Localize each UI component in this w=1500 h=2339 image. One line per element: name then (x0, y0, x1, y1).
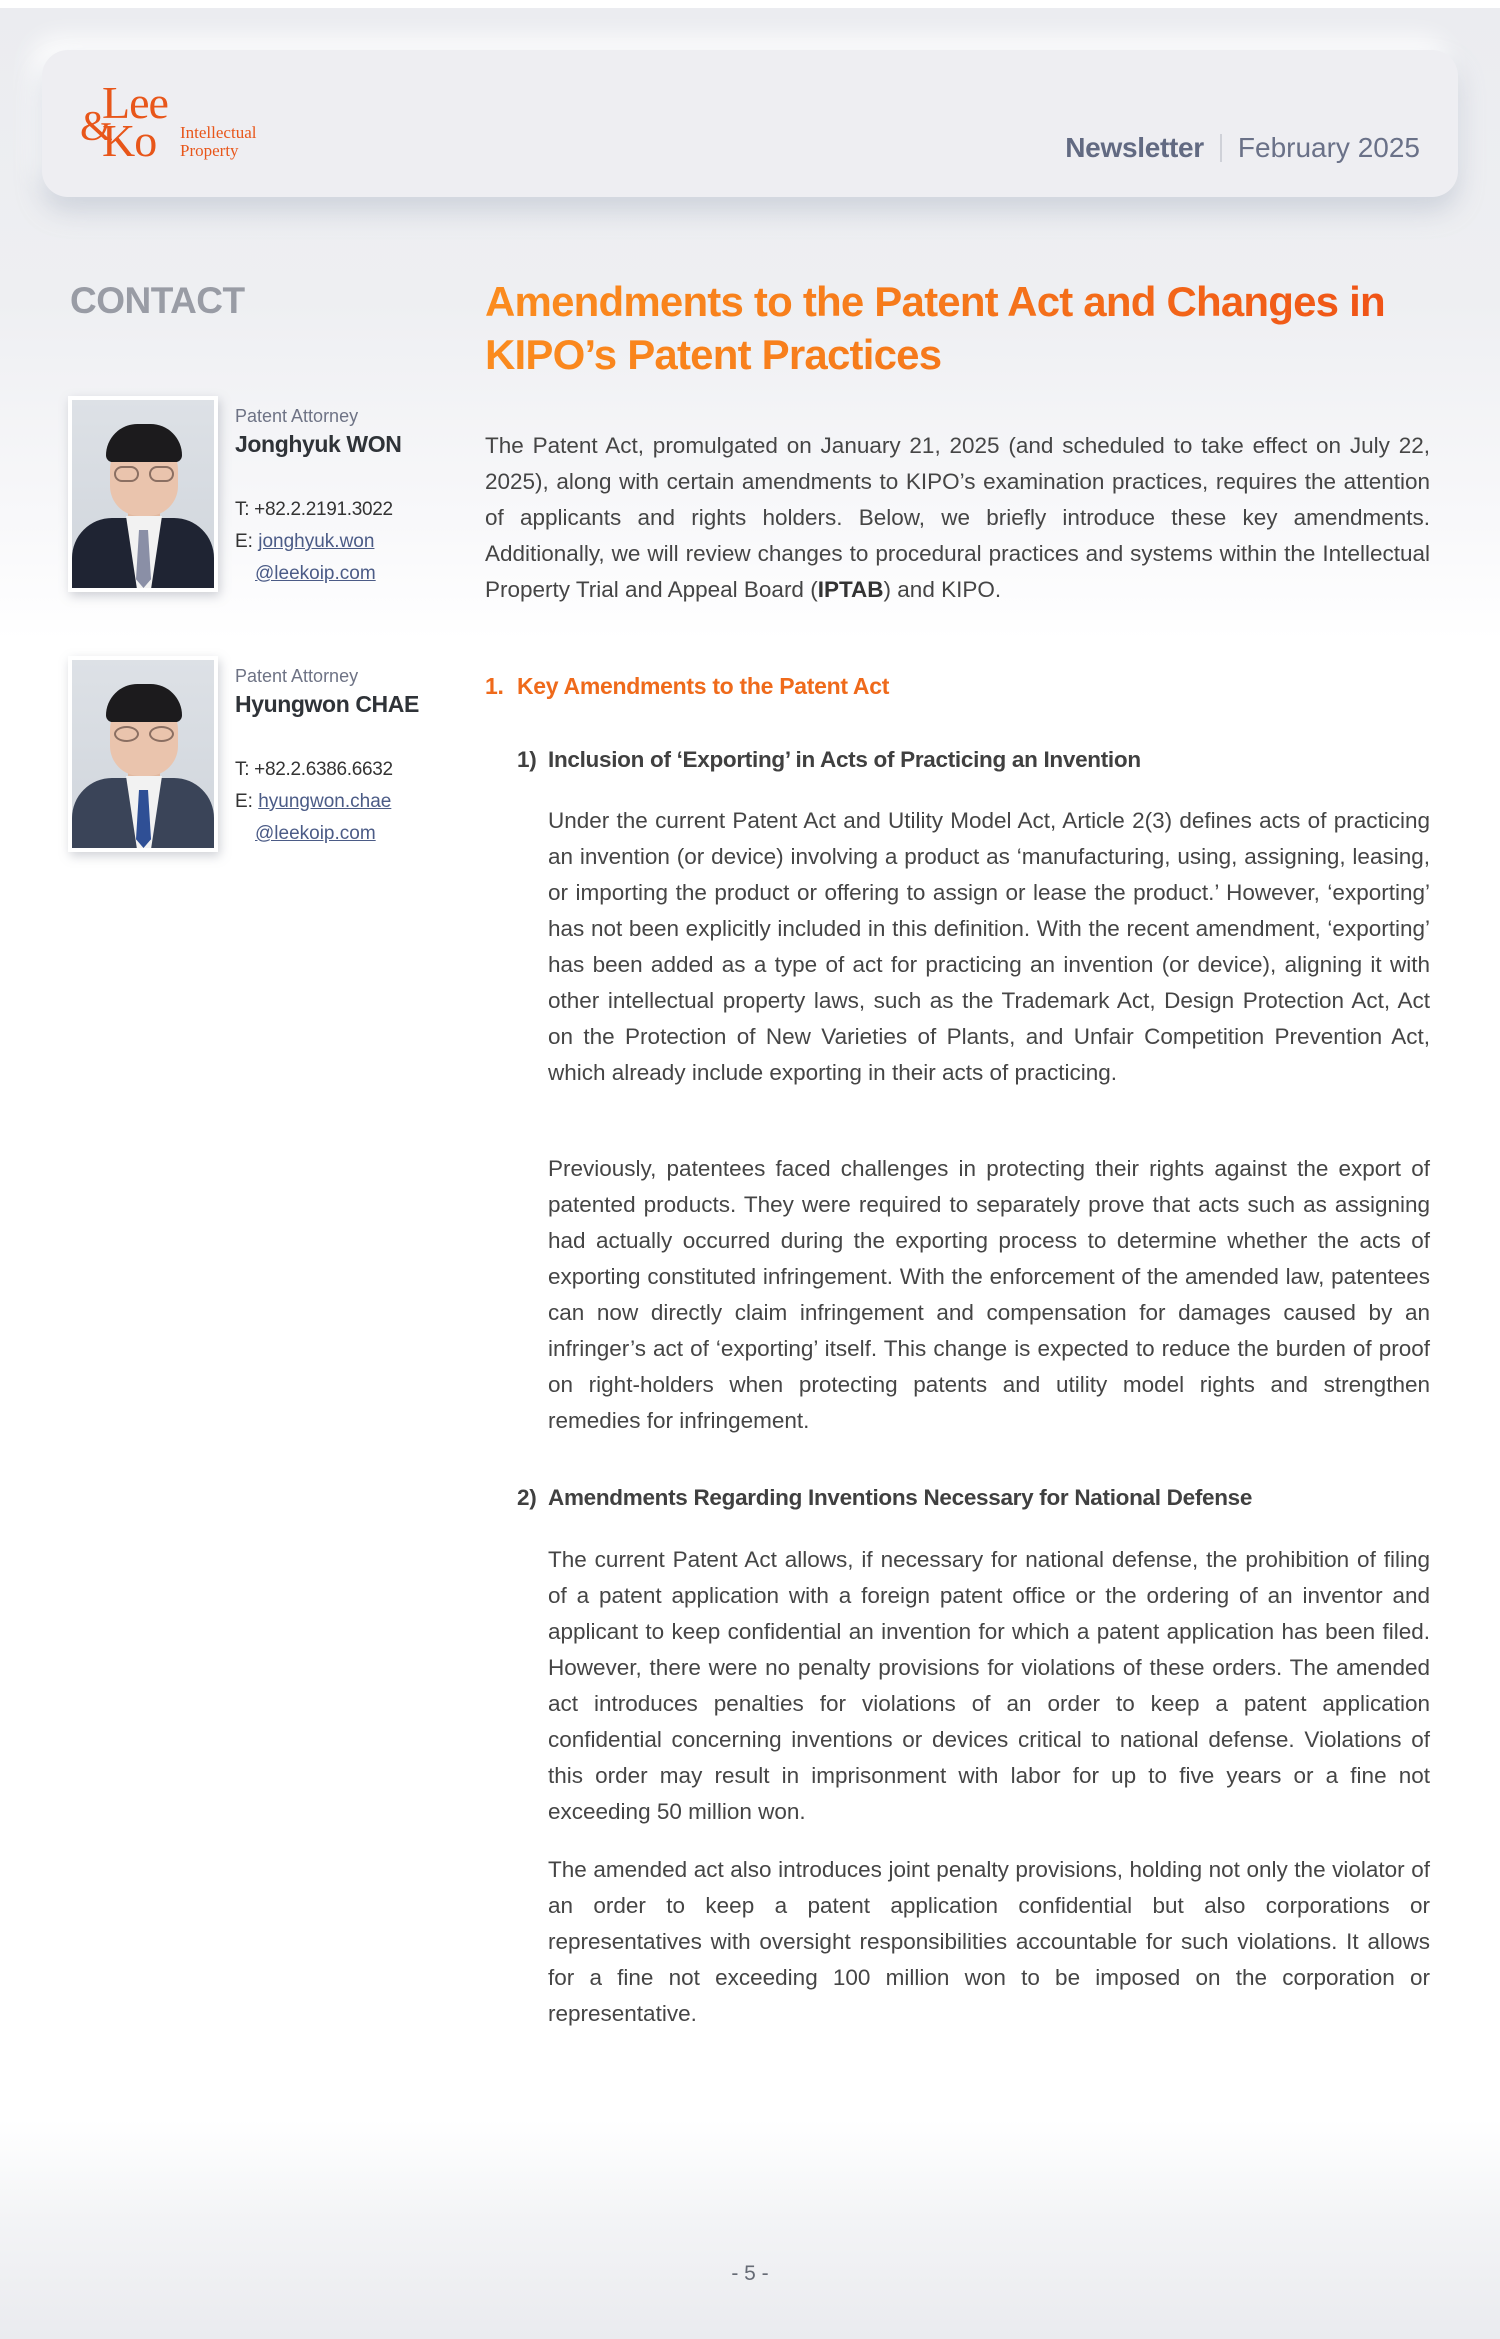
contact-email-line1 (235, 791, 391, 813)
portrait-photo (72, 400, 214, 588)
intro-text-end: ) and KIPO. (883, 577, 1002, 602)
contact-card (68, 396, 468, 596)
portrait-photo (72, 660, 214, 848)
intro-paragraph (485, 428, 1430, 608)
subsection-title: Amendments Regarding Inventions Necessary for National Defense (548, 1485, 1253, 1510)
email-link-domain[interactable]: @leekoip.com (255, 563, 376, 584)
logo-lee: Lee (102, 77, 168, 128)
body-paragraph: The current Patent Act allows, if necessary for national defense, the prohibition of filing of a patent application with a foreign patent office or the ordering of an inventor and applicant to keep confidential an invention for which a patent application has been filed. However, there were no penalty provisions for violations of these orders. The amended act introduces penalties for violations of an order to keep a patent application confidential concerning inventions or devices critical to national defense. Violations of this order may result in imprisonment with labor for up to five years or a fine not exceeding 50 million won. (548, 1547, 1430, 1824)
contact-email-line1 (235, 531, 374, 553)
email-link[interactable]: jonghyuk.won (258, 531, 375, 552)
contact-heading: CONTACT (70, 280, 245, 321)
issue-info (1065, 130, 1420, 166)
avatar (68, 396, 218, 592)
section-title: Key Amendments to the Patent Act (517, 673, 890, 699)
subsection-heading (517, 747, 1141, 773)
email-prefix: E: (235, 791, 259, 812)
email-prefix: E: (235, 531, 259, 552)
body-paragraph: The amended act also introduces joint penalty provisions, holding not only the violator of an order to keep a patent application confidential but also corporations or representatives with oversight responsibilities accountable for such violations. It allows for a fine not exceeding 100 million won to be imposed on the corporation or representative. (548, 1857, 1430, 2026)
avatar (68, 656, 218, 852)
subsection-number: 2) (517, 1485, 537, 1510)
logo-subtitle (180, 124, 256, 160)
body-paragraph: Previously, patentees faced challenges in protecting their rights against the export of patented products. They were required to separately prove that acts such as assigning had actually occurred during the exporting process to determine whether the acts of exporting constituted infringement. With the enforcement of the amended law, patentees can now directly claim infringement and compensation for damages caused by an infringer’s act of ‘exporting’ itself. This change is expected to reduce the burden of proof on right-holders when protecting patents and utility model rights and strengthen remedies for infringement. (548, 1156, 1430, 1433)
contact-phone: T: +82.2.6386.6632 (235, 759, 393, 780)
publication-label: Newsletter (1065, 132, 1204, 163)
logo-ampersand: & (80, 104, 113, 150)
intro-bold-acronym: IPTAB (817, 577, 884, 602)
issue-date: February 2025 (1237, 132, 1420, 163)
email-link[interactable]: hyungwon.chae (258, 791, 392, 812)
body-paragraph: Under the current Patent Act and Utility Model Act, Article 2(3) defines acts of practicing an invention (or device) involving a product as ‘manufacturing, using, assigning, leasing, or importing the product or offering to assign or lease the product.’ However, ‘exporting’ has not been explicitly included in this definition. With the recent amendment, ‘exporting’ has been added as a type of act for practicing an invention (or device), aligning it with other intellectual property laws, such as the Trademark Act, Design Protection Act, Act on the Protection of New Varieties of Plants, and Unfair Competition Prevention Act, which already include exporting in their acts of practicing. (548, 808, 1430, 1085)
article-title: Amendments to the Patent Act and Changes in KIPO’s Patent Practices (485, 275, 1430, 381)
section-heading (485, 673, 889, 700)
article (485, 275, 1430, 2026)
top-strip (0, 0, 1500, 8)
logo-subtitle-line1: Intellectual (180, 123, 257, 142)
newsletter-header (42, 50, 1458, 197)
page-number: - 5 - (731, 2262, 769, 2285)
subsection-heading (517, 1485, 1252, 1511)
logo-subtitle-line2: Property (180, 141, 239, 160)
subsection-number: 1) (517, 747, 537, 772)
email-link-domain[interactable]: @leekoip.com (255, 823, 376, 844)
lee-ko-logo (80, 77, 340, 170)
contact-card (68, 656, 468, 856)
intro-text: The Patent Act, promulgated on January 21, 2025 (and scheduled to take effect on July 22, 2025), along with certain amendments to KIPO’s examination practices, requires the attention of applicants and rights holders. Below, we briefly introduce these key amendments. Additionally, we will review changes to procedural practices and systems within the Intellectual Property Trial and Appeal Board ( (485, 433, 1430, 602)
subsection-title: Inclusion of ‘Exporting’ in Acts of Practicing an Invention (548, 747, 1141, 772)
contact-name: Hyungwon CHAE (235, 691, 419, 717)
contact-role: Patent Attorney (235, 406, 359, 426)
contact-phone: T: +82.2.2191.3022 (235, 499, 393, 520)
contact-role: Patent Attorney (235, 666, 359, 686)
header-divider (1220, 134, 1222, 162)
logo-ko: Ko (102, 115, 157, 166)
contact-name: Jonghyuk WON (235, 431, 402, 457)
contact-email-line2 (255, 563, 376, 585)
contact-email-line2 (255, 823, 376, 845)
section-number: 1. (485, 673, 504, 699)
